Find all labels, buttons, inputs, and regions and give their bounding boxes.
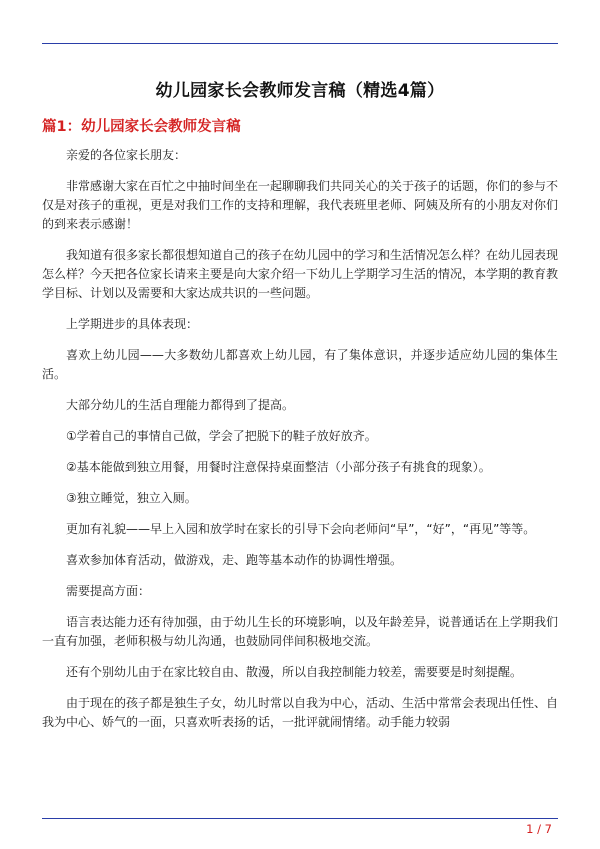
paragraph-progress-heading: 上学期进步的具体表现：	[66, 317, 199, 331]
section-heading: 篇1：幼儿园家长会教师发言稿	[42, 119, 241, 135]
paragraph-politeness: 更加有礼貌——早上入园和放学时在家长的引导下会向老师问“早”，“好”，“再见”等等。	[66, 522, 536, 536]
header-rule	[42, 43, 558, 44]
paragraph-introduction: 我知道有很多家长都很想知道自己的孩子在幼儿园中的学习和生活情况怎么样？在幼儿园表现怎么样？今天把各位家长请来主要是向大家介绍一下幼儿上学期学习生活的情况，本学期的教育教学目标、计划以及需要和大家达成共识的一些问题。	[42, 248, 559, 300]
document-body	[42, 146, 558, 732]
document-title: 幼儿园家长会教师发言稿（精选4篇）	[155, 81, 445, 101]
paragraph-improvement-heading: 需要提高方面：	[66, 584, 151, 598]
paragraph-only-child: 由于现在的孩子都是独生子女，幼儿时常以自我为中心，活动、生活中常常会表现出任性、自我为中心、娇气的一面，只喜欢听表扬的话，一批评就闹情绪。动手能力较弱	[42, 696, 559, 729]
paragraph-self-control: 还有个别幼儿由于在家比较自由、散漫，所以自我控制能力较差，需要要是时刻提醒。	[66, 665, 523, 679]
paragraph-thanks: 非常感谢大家在百忙之中抽时间坐在一起聊聊我们共同关心的关于孩子的话题，你们的参与不仅是对孩子的重视，更是对我们工作的支持和理解，我代表班里老师、阿姨及所有的小朋友对你们的到来表示感谢！	[42, 179, 559, 231]
paragraph-language: 语言表达能力还有待加强，由于幼儿生长的环境影响，以及年龄差异，说普通话在上学期我们一直有加强，老师积极与幼儿沟通，也鼓励同伴间积极地交流。	[42, 615, 559, 648]
paragraph-greeting: 亲爱的各位家长朋友：	[66, 148, 187, 162]
paragraph-likes-kindergarten: 喜欢上幼儿园——大多数幼儿都喜欢上幼儿园，有了集体意识，并逐步适应幼儿园的集体生活。	[42, 348, 558, 381]
paragraph-sports: 喜欢参加体育活动，做游戏，走、跑等基本动作的协调性增强。	[66, 553, 403, 567]
footer-rule	[42, 818, 558, 819]
paragraph-item-2: ②基本能做到独立用餐，用餐时注意保持桌面整洁（小部分孩子有挑食的现象）。	[66, 460, 491, 474]
paragraph-self-care: 大部分幼儿的生活自理能力都得到了提高。	[66, 398, 295, 412]
paragraph-item-3: ③独立睡觉，独立入厕。	[66, 491, 197, 505]
paragraph-item-1: ①学着自己的事情自己做，学会了把脱下的鞋子放好放齐。	[66, 429, 377, 443]
page-number: 1 / 7	[526, 822, 552, 836]
